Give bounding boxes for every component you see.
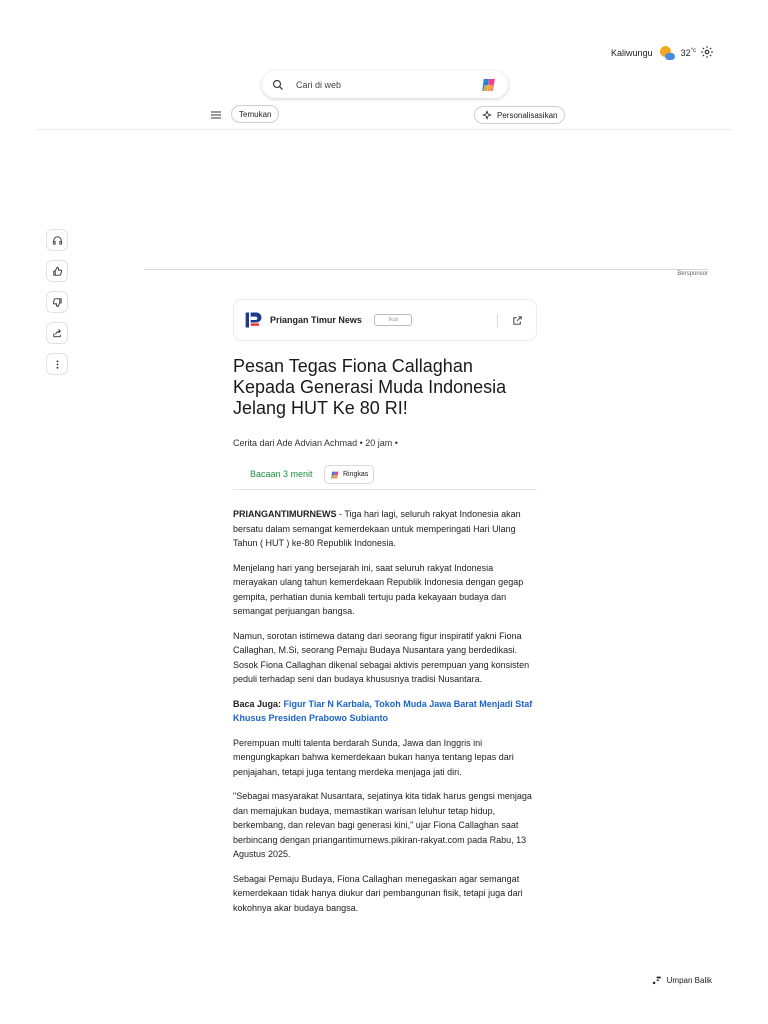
follow-button[interactable]: Ikuti xyxy=(374,314,412,326)
paragraph: Sebagai Pemaju Budaya, Fiona Callaghan menegaskan agar semangat kemerdekaan tidak hanya diukur dari pembangunan fisik, tetapi juga dari kokohnya akar budaya bangsa. xyxy=(233,873,523,913)
like-button[interactable] xyxy=(46,260,68,282)
publisher-separator xyxy=(497,314,498,328)
sponsored-label: Bersponsor xyxy=(677,271,708,277)
publisher-name[interactable]: Priangan Timur News xyxy=(270,315,362,325)
paragraph: Perempuan multi talenta berdarah Sunda, Jawa dan Inggris ini mengungkapkan bahwa kemerdekaan bukan hanya tentang lepas dari penjajahan, tetapi juga tentang merdeka menjaga jati diri. xyxy=(233,737,514,777)
share-icon xyxy=(52,328,63,339)
feedback-label: Umpan Balik xyxy=(666,975,712,985)
discover-button[interactable]: Temukan xyxy=(231,105,279,123)
listen-button[interactable] xyxy=(46,229,68,251)
settings-gear-icon[interactable] xyxy=(700,45,714,59)
weather-location: Kaliwungu xyxy=(611,48,653,58)
read-also-link[interactable]: Figur Tiar N Karbala, Tokoh Muda Jawa Barat Menjadi Staf Khusus Presiden Prabowo Subianto xyxy=(233,698,533,723)
paragraph: "Sebagai masyarakat Nusantara, sejatinya kita tidak harus gengsi menjaga dan memajukan budaya, memastikan warisan leluhur tetap hidup, berkembang, dan relevan bagi generasi kini," ujar Fiona Callaghan saat berbincang dengan priangantimurnews.pikiran-rakyat.com pada Rabu, 13 Agustus 2025. xyxy=(233,791,532,859)
feedback-icon xyxy=(652,975,662,985)
thumbs-down-icon xyxy=(52,297,63,308)
header-divider xyxy=(36,129,732,130)
read-also-label: Baca Juga: xyxy=(233,698,282,709)
article-title: Pesan Tegas Fiona Callaghan Kepada Generasi Muda Indonesia Jelang HUT Ke 80 RI! xyxy=(233,356,507,418)
dislike-button[interactable] xyxy=(46,291,68,313)
personalize-label: Personalisasikan xyxy=(497,110,558,120)
partly-sunny-icon xyxy=(659,45,675,61)
sparkle-icon xyxy=(482,110,492,120)
search-box[interactable] xyxy=(262,71,508,98)
feedback-button[interactable] xyxy=(652,975,712,985)
summarize-button[interactable] xyxy=(324,465,374,484)
publisher-card xyxy=(233,299,537,341)
share-button[interactable] xyxy=(46,322,68,344)
article-byline: Cerita dari Ade Advian Achmad • 20 jam • xyxy=(233,438,398,448)
dateline: PRIANGANTIMURNEWS xyxy=(233,509,337,519)
thumbs-up-icon xyxy=(52,266,63,277)
article-divider xyxy=(233,489,537,490)
ad-divider xyxy=(144,269,708,270)
headphones-icon xyxy=(52,235,63,246)
publisher-logo-icon[interactable] xyxy=(244,310,264,330)
search-icon xyxy=(272,79,284,91)
open-external-icon[interactable] xyxy=(512,315,523,326)
article-action-rail xyxy=(46,229,68,375)
read-time: Bacaan 3 menit xyxy=(250,469,313,479)
summarize-label: Ringkas xyxy=(343,471,369,478)
search-input[interactable]: Cari di web xyxy=(296,79,342,90)
copilot-icon[interactable] xyxy=(480,76,498,94)
more-options-button[interactable] xyxy=(46,353,68,375)
hamburger-menu-icon[interactable] xyxy=(211,111,221,119)
copilot-icon xyxy=(330,470,340,480)
paragraph: PRIANGANTIMURNEWS - Tiga hari lagi, seluruh rakyat Indonesia akan bersatu dalam semangat kemerdekaan untuk memperingati Hari Ulang Tahun ( HUT ) ke-80 Republik Indonesia. xyxy=(233,509,521,548)
read-also xyxy=(233,697,536,726)
article-body xyxy=(233,507,536,925)
weather-temperature: $32^{^\circ c}$ xyxy=(680,48,696,58)
paragraph: Menjelang hari yang bersejarah ini, saat seluruh rakyat Indonesia merayakan ulang tahun kemerdekaan Republik Indonesia dengan gegap gempita, perhatian dunia kembali tertuju pada kekayaan budaya dan semangat perjuangan bangsa. xyxy=(233,562,524,616)
more-icon xyxy=(52,359,63,370)
personalize-button[interactable] xyxy=(474,106,565,124)
paragraph: Namun, sorotan istimewa datang dari seorang figur inspiratif yakni Fiona Callaghan, M.Si, seorang Pemaju Budaya Nusantara yang berdedikasi. Sosok Fiona Callaghan dikenal sebagai aktivis perempuan yang konsisten peduli terhadap seni dan budaya khususnya tradisi Nusantara. xyxy=(233,630,530,684)
weather-widget[interactable] xyxy=(611,45,696,61)
